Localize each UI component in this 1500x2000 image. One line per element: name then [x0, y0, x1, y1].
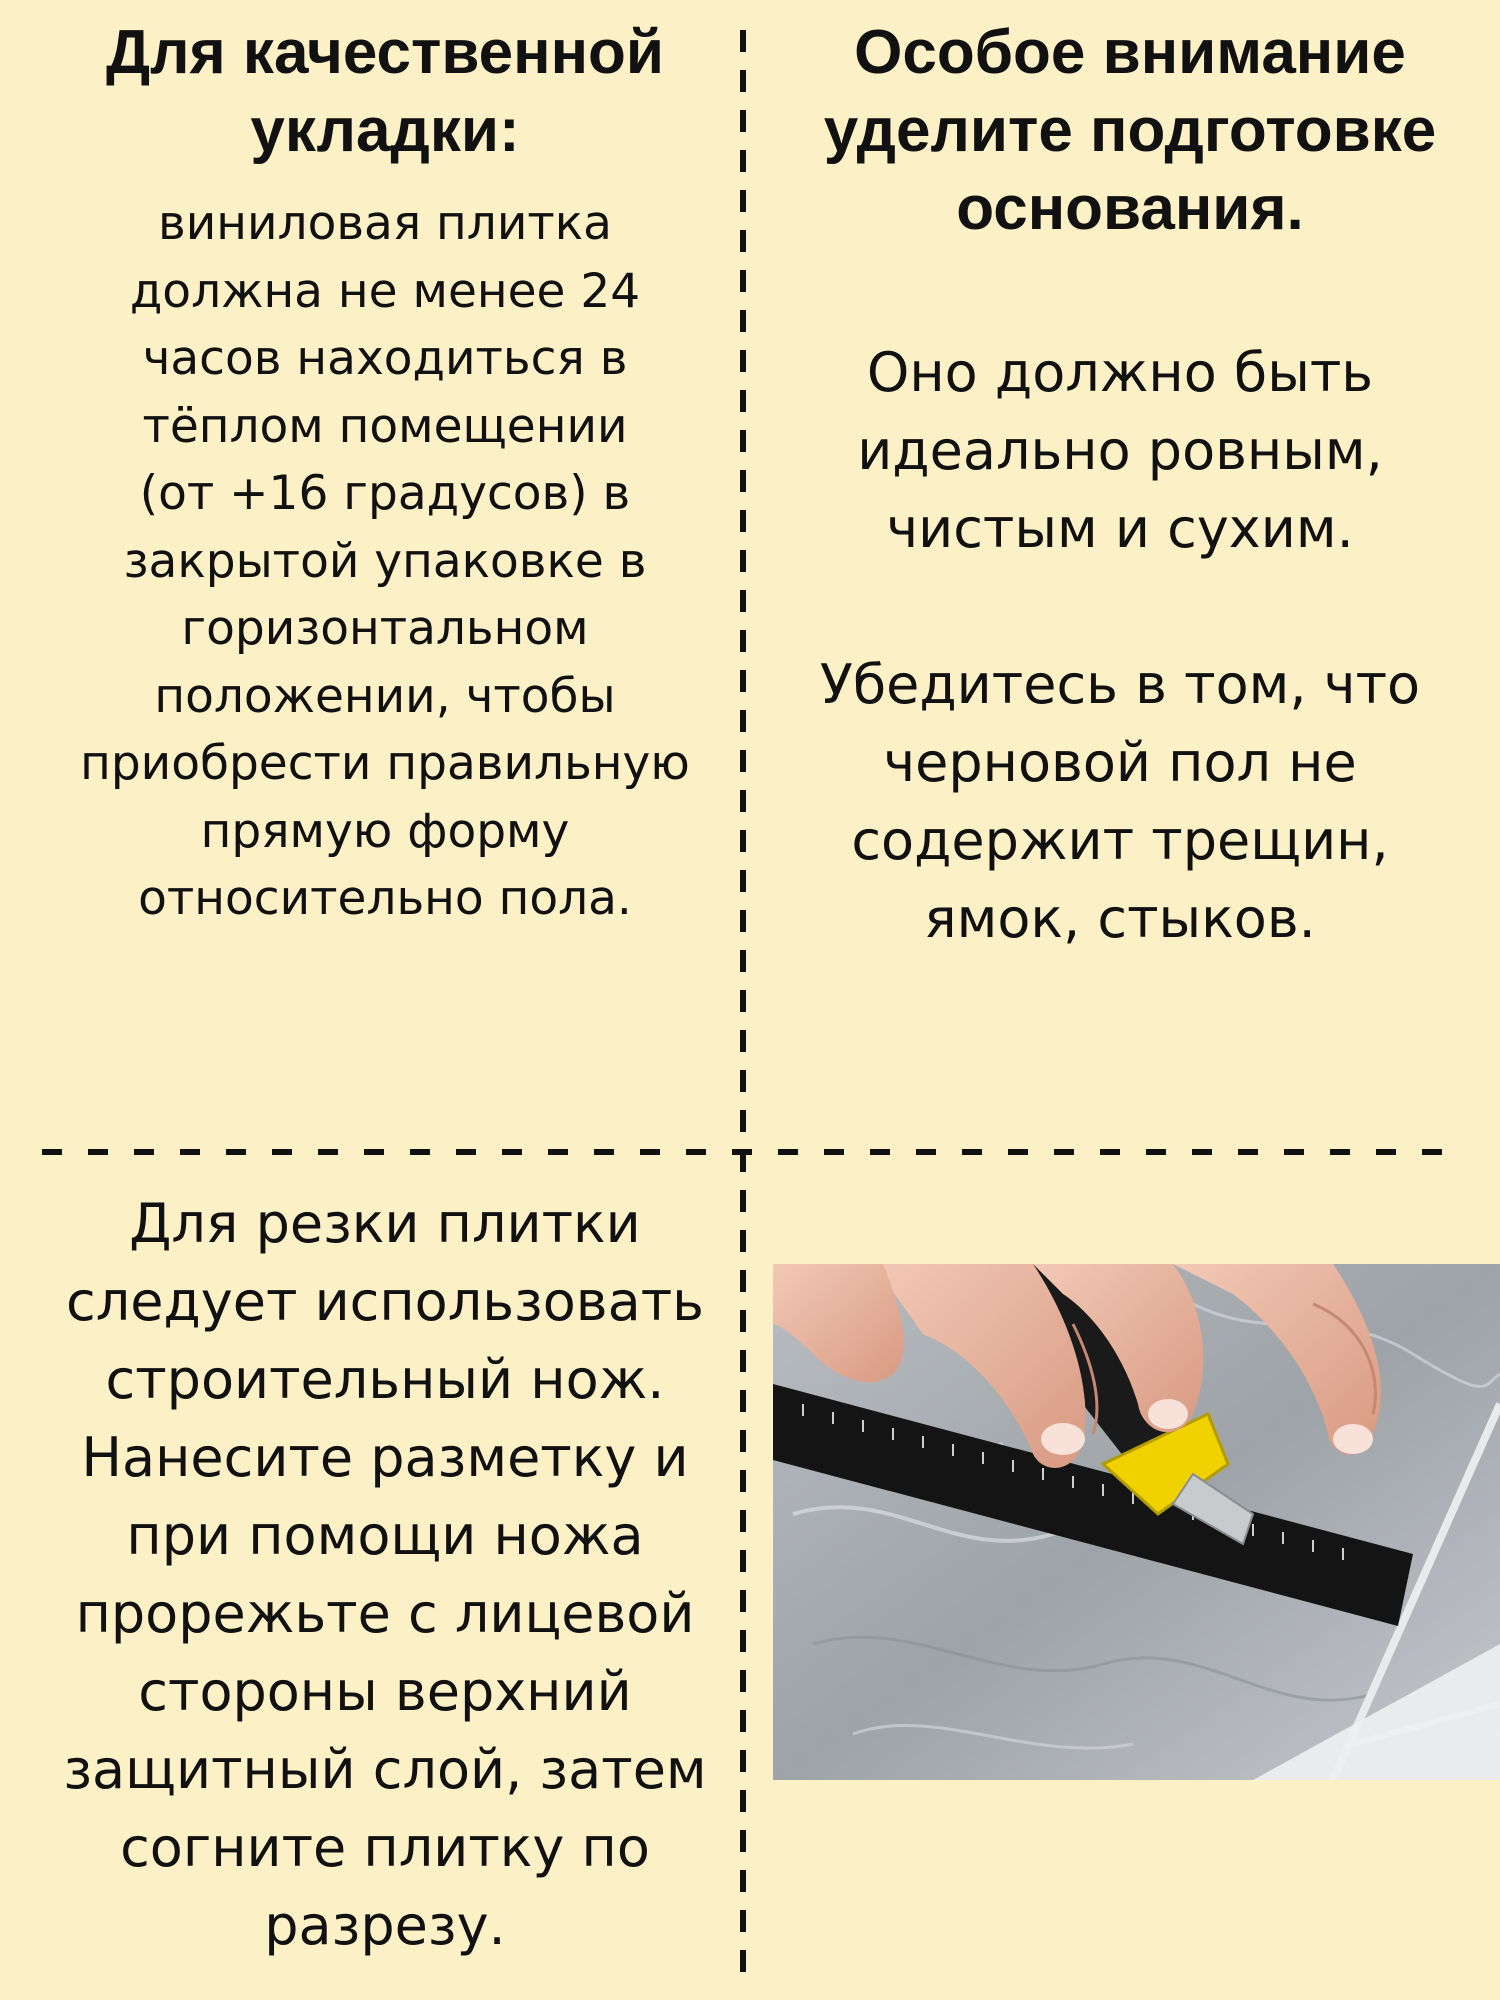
left-top-text: виниловая плитка должна не менее 24 часов находиться в тёплом помещении (от +16 градусов) в закрытой упаковке в горизонтальном положении, чтобы приобрести правильную прямую форму относительно пола.	[80, 196, 690, 926]
horizontal-divider	[42, 1149, 1460, 1155]
tile-cutting-photo	[773, 1264, 1500, 1780]
left-bottom-text: Для резки плитки следует использовать строительный нож. Нанесите разметку и при помощи ножа прорежьте с лицевой стороны верхний защитный слой, затем согните плитку по разрезу.	[63, 1192, 707, 1957]
left-heading: Для качественной укладки:	[105, 18, 665, 165]
right-paragraph-2: Убедитесь в том, что черновой пол не содержит трещин, ямок, стыков.	[819, 653, 1421, 950]
right-paragraph-1: Оно должно быть идеально ровным, чистым и сухим.	[857, 341, 1383, 560]
right-heading: Особое внимание уделите подготовке основания.	[823, 18, 1437, 243]
